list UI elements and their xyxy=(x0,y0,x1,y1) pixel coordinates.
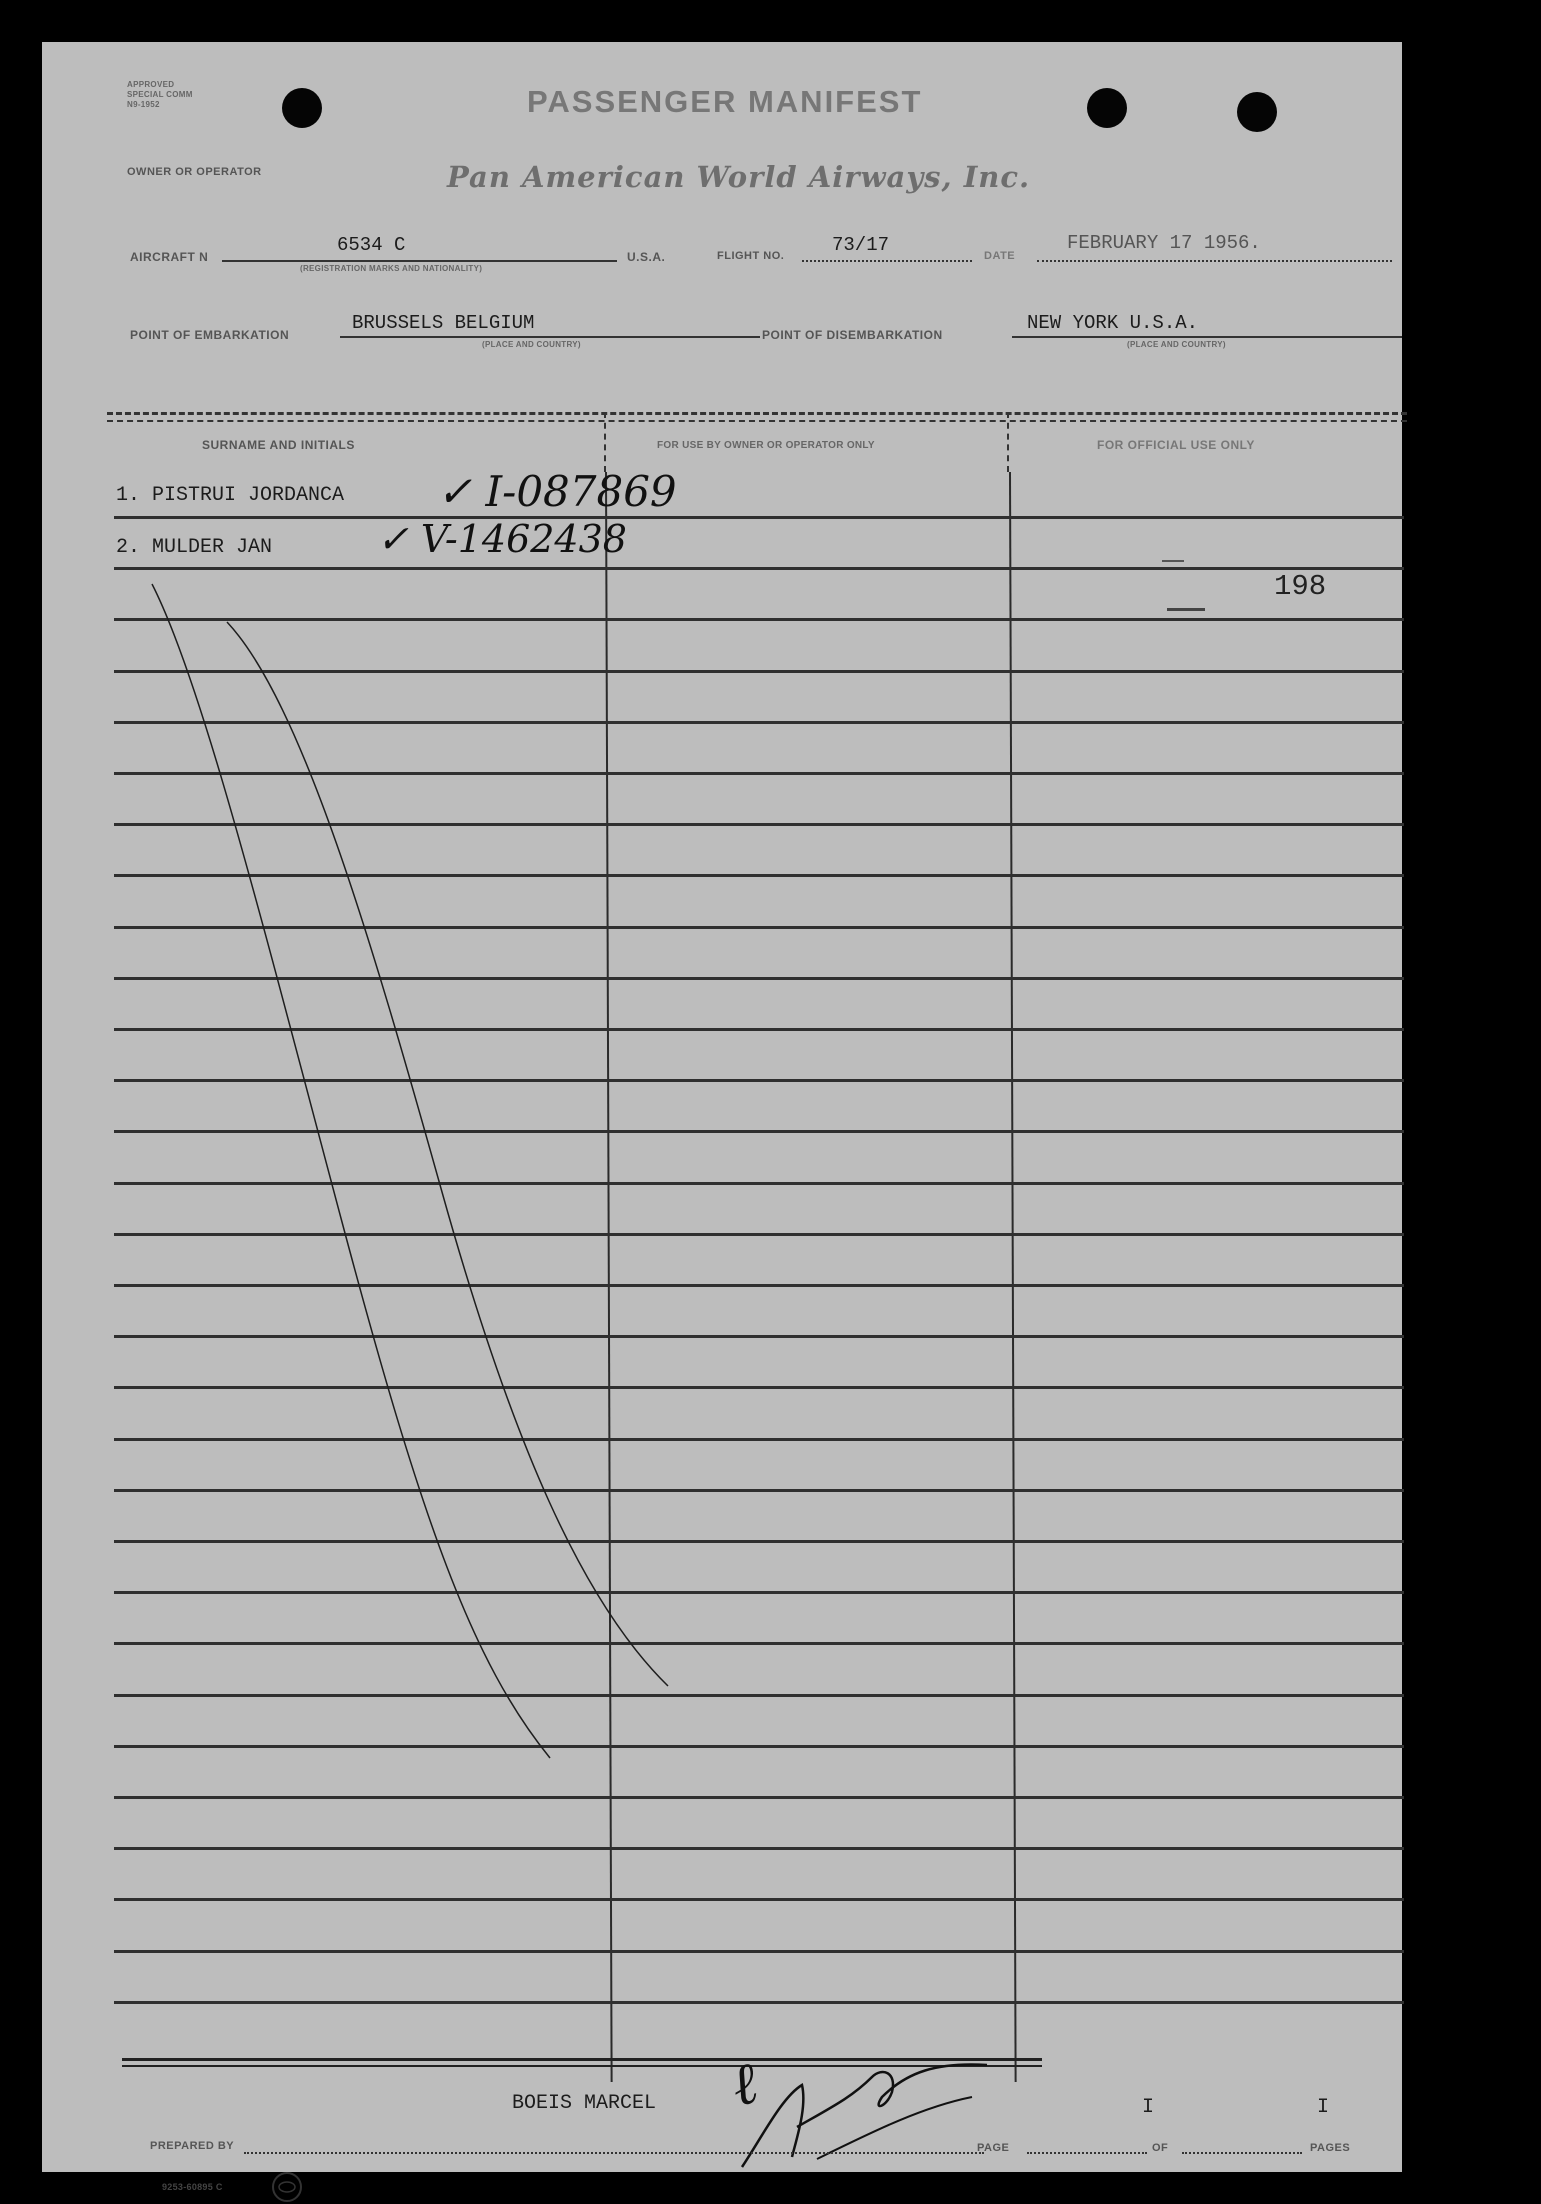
date-value: FEBRUARY 17 1956. xyxy=(1067,232,1261,254)
page-label: PAGE xyxy=(977,2142,1010,2154)
embark-value: BRUSSELS BELGIUM xyxy=(352,312,535,334)
embark-caption: (PLACE AND COUNTRY) xyxy=(482,340,581,349)
form-number: 9253-60895 C xyxy=(162,2182,223,2192)
passenger-name: 1. PISTRUI JORDANCA xyxy=(116,484,345,507)
union-label-icon xyxy=(270,2170,304,2204)
pages-value: I xyxy=(1317,2096,1330,2119)
disembark-label: POINT OF DISEMBARKATION xyxy=(762,328,943,342)
aircraft-label: AIRCRAFT N xyxy=(130,250,209,264)
of-label: OF xyxy=(1152,2142,1169,2154)
header-surname: SURNAME AND INITIALS xyxy=(202,438,355,452)
page-underline xyxy=(1027,2152,1147,2154)
pages-underline xyxy=(1182,2152,1302,2154)
disembark-caption: (PLACE AND COUNTRY) xyxy=(1127,340,1226,349)
flight-value: 73/17 xyxy=(832,234,890,256)
flight-label: FLIGHT NO. xyxy=(717,250,785,262)
strike-lines xyxy=(42,42,1402,2172)
prepared-label: PREPARED BY xyxy=(150,2140,235,2152)
owner-value: Pan American World Airways, Inc. xyxy=(447,160,1031,194)
approval-line: N9-1952 xyxy=(127,100,160,109)
official-number: 198 xyxy=(1274,570,1327,603)
approval-line: APPROVED xyxy=(127,80,175,89)
preparer-name: BOEIS MARCEL xyxy=(512,2092,657,2115)
usa-label: U.S.A. xyxy=(627,250,666,264)
manifest-page xyxy=(42,42,1402,2192)
page-value: I xyxy=(1142,2096,1155,2119)
aircraft-value: 6534 C xyxy=(337,234,406,256)
form-title: PASSENGER MANIFEST xyxy=(527,84,923,119)
owner-label: OWNER OR OPERATOR xyxy=(127,166,262,178)
passenger-name: 2. MULDER JAN xyxy=(116,536,273,559)
prepared-underline xyxy=(244,2152,984,2154)
passenger-annotation: ✓ I-087869 xyxy=(437,467,677,516)
signature-icon xyxy=(722,2037,1012,2177)
passenger-annotation: ✓ V-1462438 xyxy=(377,517,627,561)
disembark-value: NEW YORK U.S.A. xyxy=(1027,312,1199,334)
embark-label: POINT OF EMBARKATION xyxy=(130,328,290,342)
approval-line: SPECIAL COMM xyxy=(127,90,193,99)
header-official-use: FOR OFFICIAL USE ONLY xyxy=(1097,438,1255,452)
date-label: DATE xyxy=(984,250,1016,262)
preparer-signature-icon: ℓ xyxy=(724,2048,765,2120)
pages-label: PAGES xyxy=(1310,2142,1351,2154)
registration-caption: (REGISTRATION MARKS AND NATIONALITY) xyxy=(300,264,483,273)
header-owner-use: FOR USE BY OWNER OR OPERATOR ONLY xyxy=(657,440,875,451)
